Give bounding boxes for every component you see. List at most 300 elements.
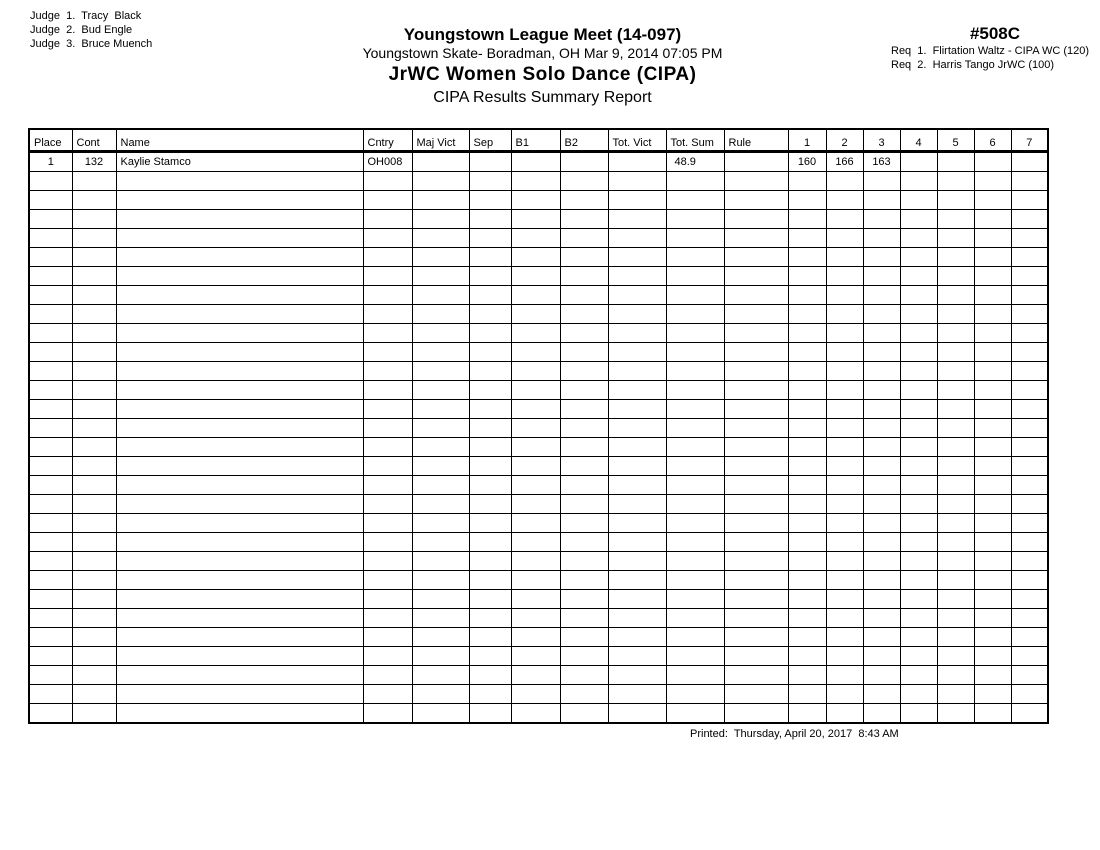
requirements-list <box>891 44 1089 72</box>
col-cont: Cont <box>72 129 116 152</box>
empty-cell <box>116 343 363 362</box>
empty-cell <box>788 533 826 552</box>
empty-cell <box>72 552 116 571</box>
col-b2: B2 <box>560 129 608 152</box>
empty-cell <box>116 210 363 229</box>
cell-judge-4 <box>900 152 937 172</box>
empty-cell <box>116 172 363 191</box>
table-row-empty <box>29 552 1048 571</box>
empty-cell <box>863 400 900 419</box>
empty-cell <box>826 571 863 590</box>
empty-cell <box>1011 172 1048 191</box>
empty-cell <box>863 248 900 267</box>
empty-cell <box>469 495 511 514</box>
empty-cell <box>974 628 1011 647</box>
empty-cell <box>900 286 937 305</box>
empty-cell <box>560 476 608 495</box>
empty-cell <box>863 476 900 495</box>
cell-judge-7 <box>1011 152 1048 172</box>
empty-cell <box>72 533 116 552</box>
empty-cell <box>511 533 560 552</box>
empty-cell <box>937 210 974 229</box>
empty-cell <box>1011 419 1048 438</box>
empty-cell <box>560 419 608 438</box>
empty-cell <box>724 590 788 609</box>
empty-cell <box>666 343 724 362</box>
cell-cntry: OH008 <box>363 152 412 172</box>
empty-cell <box>863 438 900 457</box>
empty-cell <box>608 533 666 552</box>
empty-cell <box>469 533 511 552</box>
empty-cell <box>937 476 974 495</box>
empty-cell <box>863 609 900 628</box>
empty-cell <box>788 685 826 704</box>
empty-cell <box>511 514 560 533</box>
requirement-2: Req 2. Harris Tango JrWC (100) <box>891 59 1055 71</box>
empty-cell <box>560 457 608 476</box>
empty-cell <box>937 666 974 685</box>
table-header-row <box>29 129 1048 152</box>
empty-cell <box>974 286 1011 305</box>
empty-cell <box>116 286 363 305</box>
empty-cell <box>788 666 826 685</box>
empty-cell <box>560 172 608 191</box>
empty-cell <box>511 343 560 362</box>
empty-cell <box>788 324 826 343</box>
empty-cell <box>1011 628 1048 647</box>
empty-cell <box>863 685 900 704</box>
empty-cell <box>469 362 511 381</box>
empty-cell <box>560 400 608 419</box>
empty-cell <box>974 438 1011 457</box>
event-title: JrWC Women Solo Dance (CIPA) <box>388 64 697 85</box>
empty-cell <box>72 400 116 419</box>
empty-cell <box>724 704 788 724</box>
empty-cell <box>937 286 974 305</box>
empty-cell <box>724 495 788 514</box>
empty-cell <box>560 571 608 590</box>
empty-cell <box>974 381 1011 400</box>
empty-cell <box>900 514 937 533</box>
empty-cell <box>511 457 560 476</box>
empty-cell <box>900 571 937 590</box>
empty-cell <box>863 324 900 343</box>
empty-cell <box>788 191 826 210</box>
empty-cell <box>1011 685 1048 704</box>
empty-cell <box>72 305 116 324</box>
empty-cell <box>666 305 724 324</box>
empty-cell <box>937 609 974 628</box>
empty-cell <box>412 362 469 381</box>
empty-cell <box>666 286 724 305</box>
empty-cell <box>724 305 788 324</box>
empty-cell <box>826 248 863 267</box>
table-row-empty <box>29 343 1048 362</box>
table-row-empty <box>29 571 1048 590</box>
judge-2: Judge 2. Bud Engle <box>30 24 133 36</box>
empty-cell <box>412 229 469 248</box>
empty-cell <box>937 324 974 343</box>
empty-cell <box>29 267 72 286</box>
empty-cell <box>863 457 900 476</box>
empty-cell <box>666 457 724 476</box>
empty-cell <box>724 685 788 704</box>
empty-cell <box>511 419 560 438</box>
empty-cell <box>724 229 788 248</box>
table-row-empty <box>29 685 1048 704</box>
empty-cell <box>666 476 724 495</box>
empty-cell <box>412 381 469 400</box>
empty-cell <box>863 704 900 724</box>
empty-cell <box>900 324 937 343</box>
empty-cell <box>1011 248 1048 267</box>
empty-cell <box>412 210 469 229</box>
empty-cell <box>469 191 511 210</box>
empty-cell <box>900 438 937 457</box>
empty-cell <box>666 552 724 571</box>
empty-cell <box>511 704 560 724</box>
empty-cell <box>469 419 511 438</box>
empty-cell <box>412 324 469 343</box>
empty-cell <box>72 457 116 476</box>
col-judge-7: 7 <box>1011 129 1048 152</box>
empty-cell <box>937 172 974 191</box>
empty-cell <box>116 400 363 419</box>
empty-cell <box>974 267 1011 286</box>
empty-cell <box>29 571 72 590</box>
empty-cell <box>363 419 412 438</box>
empty-cell <box>937 381 974 400</box>
empty-cell <box>666 590 724 609</box>
empty-cell <box>666 514 724 533</box>
col-rule: Rule <box>724 129 788 152</box>
empty-cell <box>608 419 666 438</box>
empty-cell <box>363 552 412 571</box>
empty-cell <box>1011 267 1048 286</box>
empty-cell <box>116 571 363 590</box>
empty-cell <box>937 685 974 704</box>
empty-cell <box>863 552 900 571</box>
empty-cell <box>412 248 469 267</box>
empty-cell <box>29 666 72 685</box>
table-row-empty <box>29 533 1048 552</box>
empty-cell <box>72 229 116 248</box>
empty-cell <box>29 381 72 400</box>
cell-tot-vict <box>608 152 666 172</box>
empty-cell <box>826 590 863 609</box>
empty-cell <box>826 628 863 647</box>
empty-cell <box>974 229 1011 248</box>
empty-cell <box>826 666 863 685</box>
empty-cell <box>666 666 724 685</box>
empty-cell <box>900 362 937 381</box>
empty-cell <box>788 286 826 305</box>
empty-cell <box>29 685 72 704</box>
empty-cell <box>900 381 937 400</box>
empty-cell <box>900 229 937 248</box>
empty-cell <box>937 229 974 248</box>
empty-cell <box>937 419 974 438</box>
col-judge-6: 6 <box>974 129 1011 152</box>
empty-cell <box>116 628 363 647</box>
empty-cell <box>116 514 363 533</box>
empty-cell <box>826 704 863 724</box>
empty-cell <box>116 305 363 324</box>
empty-cell <box>412 495 469 514</box>
empty-cell <box>608 324 666 343</box>
empty-cell <box>72 609 116 628</box>
empty-cell <box>469 476 511 495</box>
empty-cell <box>469 248 511 267</box>
empty-cell <box>29 305 72 324</box>
empty-cell <box>666 248 724 267</box>
table-row-empty <box>29 381 1048 400</box>
empty-cell <box>412 191 469 210</box>
empty-cell <box>666 172 724 191</box>
empty-cell <box>900 628 937 647</box>
empty-cell <box>469 704 511 724</box>
empty-cell <box>900 476 937 495</box>
empty-cell <box>724 172 788 191</box>
empty-cell <box>788 457 826 476</box>
empty-cell <box>863 343 900 362</box>
empty-cell <box>412 267 469 286</box>
empty-cell <box>937 514 974 533</box>
empty-cell <box>412 704 469 724</box>
col-sep: Sep <box>469 129 511 152</box>
cell-b2 <box>560 152 608 172</box>
empty-cell <box>900 191 937 210</box>
empty-cell <box>900 533 937 552</box>
empty-cell <box>560 305 608 324</box>
empty-cell <box>412 286 469 305</box>
empty-cell <box>116 457 363 476</box>
empty-cell <box>863 647 900 666</box>
empty-cell <box>116 685 363 704</box>
col-judge-2: 2 <box>826 129 863 152</box>
cell-b1 <box>511 152 560 172</box>
empty-cell <box>666 400 724 419</box>
table-row-empty <box>29 229 1048 248</box>
results-table <box>28 128 1049 724</box>
empty-cell <box>363 210 412 229</box>
empty-cell <box>72 704 116 724</box>
empty-cell <box>1011 476 1048 495</box>
empty-cell <box>826 305 863 324</box>
cell-cont: 132 <box>72 152 116 172</box>
empty-cell <box>29 552 72 571</box>
empty-cell <box>900 457 937 476</box>
empty-cell <box>608 438 666 457</box>
empty-cell <box>724 571 788 590</box>
col-place: Place <box>29 129 72 152</box>
empty-cell <box>1011 552 1048 571</box>
judge-1: Judge 1. Tracy Black <box>30 10 142 22</box>
empty-cell <box>511 362 560 381</box>
empty-cell <box>412 685 469 704</box>
empty-cell <box>363 248 412 267</box>
empty-cell <box>72 628 116 647</box>
empty-cell <box>974 305 1011 324</box>
empty-cell <box>974 210 1011 229</box>
empty-cell <box>788 419 826 438</box>
table-row-empty <box>29 267 1048 286</box>
empty-cell <box>788 571 826 590</box>
empty-cell <box>412 172 469 191</box>
empty-cell <box>72 476 116 495</box>
empty-cell <box>666 191 724 210</box>
empty-cell <box>937 704 974 724</box>
empty-cell <box>469 628 511 647</box>
event-number: #508C <box>969 24 1021 43</box>
empty-cell <box>937 438 974 457</box>
table-row-empty <box>29 704 1048 724</box>
empty-cell <box>1011 286 1048 305</box>
empty-cell <box>469 286 511 305</box>
empty-cell <box>826 457 863 476</box>
empty-cell <box>29 533 72 552</box>
report-header <box>300 24 785 108</box>
empty-cell <box>666 571 724 590</box>
empty-cell <box>900 704 937 724</box>
empty-cell <box>511 172 560 191</box>
empty-cell <box>1011 381 1048 400</box>
empty-cell <box>29 495 72 514</box>
empty-cell <box>788 305 826 324</box>
empty-cell <box>511 476 560 495</box>
empty-cell <box>608 666 666 685</box>
empty-cell <box>29 210 72 229</box>
empty-cell <box>29 609 72 628</box>
empty-cell <box>863 362 900 381</box>
empty-cell <box>724 419 788 438</box>
empty-cell <box>560 628 608 647</box>
empty-cell <box>511 324 560 343</box>
empty-cell <box>937 533 974 552</box>
empty-cell <box>666 495 724 514</box>
cell-judge-6 <box>974 152 1011 172</box>
empty-cell <box>116 248 363 267</box>
empty-cell <box>363 457 412 476</box>
empty-cell <box>72 571 116 590</box>
cell-tot-sum: 48.9 <box>666 152 724 172</box>
empty-cell <box>826 685 863 704</box>
empty-cell <box>511 609 560 628</box>
empty-cell <box>560 666 608 685</box>
empty-cell <box>863 381 900 400</box>
empty-cell <box>666 210 724 229</box>
empty-cell <box>469 381 511 400</box>
empty-cell <box>29 248 72 267</box>
empty-cell <box>469 172 511 191</box>
empty-cell <box>826 229 863 248</box>
empty-cell <box>788 267 826 286</box>
empty-cell <box>560 286 608 305</box>
empty-cell <box>1011 647 1048 666</box>
empty-cell <box>608 628 666 647</box>
empty-cell <box>469 229 511 248</box>
empty-cell <box>560 704 608 724</box>
empty-cell <box>608 609 666 628</box>
empty-cell <box>72 343 116 362</box>
empty-cell <box>937 457 974 476</box>
empty-cell <box>937 495 974 514</box>
empty-cell <box>363 666 412 685</box>
empty-cell <box>116 533 363 552</box>
meet-subtitle: Youngstown Skate- Boradman, OH Mar 9, 2014 07:05 PM <box>362 45 723 61</box>
empty-cell <box>116 362 363 381</box>
empty-cell <box>116 647 363 666</box>
empty-cell <box>72 324 116 343</box>
empty-cell <box>974 476 1011 495</box>
empty-cell <box>788 172 826 191</box>
empty-cell <box>511 191 560 210</box>
col-judge-1: 1 <box>788 129 826 152</box>
empty-cell <box>29 362 72 381</box>
empty-cell <box>412 476 469 495</box>
cell-place: 1 <box>29 152 72 172</box>
empty-cell <box>863 210 900 229</box>
empty-cell <box>724 628 788 647</box>
empty-cell <box>412 609 469 628</box>
empty-cell <box>863 495 900 514</box>
col-name: Name <box>116 129 363 152</box>
empty-cell <box>29 324 72 343</box>
empty-cell <box>666 438 724 457</box>
empty-cell <box>788 381 826 400</box>
empty-cell <box>363 267 412 286</box>
empty-cell <box>511 552 560 571</box>
table-row-empty <box>29 324 1048 343</box>
empty-cell <box>116 324 363 343</box>
empty-cell <box>826 286 863 305</box>
empty-cell <box>974 343 1011 362</box>
empty-cell <box>863 229 900 248</box>
empty-cell <box>788 647 826 666</box>
empty-cell <box>72 438 116 457</box>
table-row-empty <box>29 438 1048 457</box>
empty-cell <box>937 628 974 647</box>
table-row-empty <box>29 305 1048 324</box>
col-judge-5: 5 <box>937 129 974 152</box>
empty-cell <box>560 685 608 704</box>
empty-cell <box>72 590 116 609</box>
empty-cell <box>974 400 1011 419</box>
judge-3: Judge 3. Bruce Muench <box>30 38 153 50</box>
empty-cell <box>560 267 608 286</box>
empty-cell <box>937 267 974 286</box>
empty-cell <box>666 628 724 647</box>
empty-cell <box>363 172 412 191</box>
col-judge-4: 4 <box>900 129 937 152</box>
empty-cell <box>826 191 863 210</box>
empty-cell <box>974 609 1011 628</box>
empty-cell <box>1011 609 1048 628</box>
empty-cell <box>560 191 608 210</box>
empty-cell <box>412 419 469 438</box>
empty-cell <box>560 609 608 628</box>
empty-cell <box>72 191 116 210</box>
empty-cell <box>116 419 363 438</box>
empty-cell <box>937 343 974 362</box>
empty-cell <box>560 438 608 457</box>
empty-cell <box>412 400 469 419</box>
empty-cell <box>363 343 412 362</box>
table-row-empty <box>29 476 1048 495</box>
printed-timestamp: Printed: Thursday, April 20, 2017 8:43 AM <box>690 728 899 740</box>
table-row-empty <box>29 457 1048 476</box>
empty-cell <box>900 400 937 419</box>
